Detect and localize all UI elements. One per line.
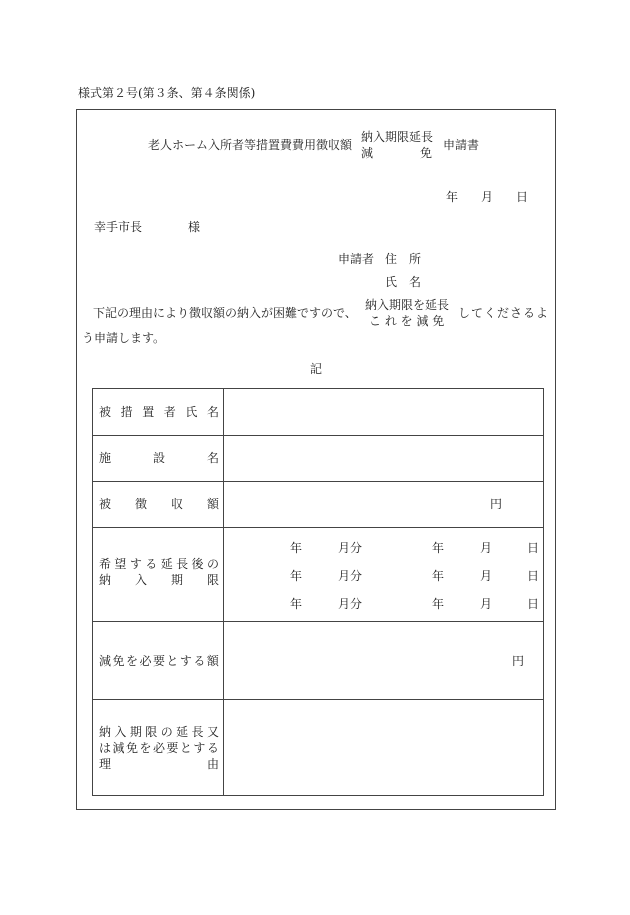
form-title: 老人ホーム入所者等措置費費用徴収額 [148, 138, 353, 152]
label-char: の [206, 557, 219, 571]
label-collection-amount [99, 497, 219, 511]
entry-deadline-day: 日 [527, 597, 540, 611]
label-char: 又 [206, 725, 219, 739]
row-divider [93, 699, 543, 700]
label-char: 入 [114, 725, 127, 739]
reduction-amount-unit: 円 [512, 654, 525, 668]
title-suffix: 申請書 [443, 138, 480, 152]
label-char: 必 [139, 654, 152, 668]
label-char: 収 [170, 497, 183, 511]
addressee-honorific: 様 [188, 220, 201, 234]
label-char: 要 [152, 654, 165, 668]
addressee-name: 幸手市長 [94, 220, 143, 234]
label-char: る [193, 654, 206, 668]
label-char: る [145, 557, 158, 571]
date-day: 日 [516, 190, 529, 204]
label-char: す [193, 741, 206, 755]
details-table [92, 388, 544, 796]
label-char: 長 [191, 725, 204, 739]
label-char: る [206, 741, 219, 755]
body-prefix: 下記の理由により徴収額の納入が困難ですので、 [93, 306, 357, 320]
label-char: 施 [99, 451, 112, 465]
label-char: 名 [206, 451, 219, 465]
body-line2: う申請します。 [82, 331, 166, 345]
label-char: 者 [163, 405, 176, 419]
label-char: 要 [166, 741, 179, 755]
label-reason-line3-right: 由 [207, 757, 220, 771]
label-char: 被 [99, 497, 112, 511]
label-reason-line2 [99, 741, 219, 755]
body-suffix: してくださるよ [458, 306, 550, 320]
label-char: 名 [206, 405, 219, 419]
entry-deadline-year: 年 [432, 569, 445, 583]
title-option-extension: 納入期限延長 [361, 130, 434, 144]
entry-month-portion: 月分 [338, 597, 363, 611]
entry-deadline-year: 年 [432, 597, 445, 611]
entry-year: 年 [290, 541, 303, 555]
collection-amount-unit: 円 [490, 497, 503, 511]
label-char: 後 [191, 557, 204, 571]
entry-year: 年 [290, 569, 303, 583]
label-char: 免 [125, 741, 138, 755]
entry-year: 年 [290, 597, 303, 611]
entry-month-portion: 月分 [338, 541, 363, 555]
entry-deadline-day: 日 [527, 569, 540, 583]
label-char: 額 [206, 497, 219, 511]
title-option-reduction-right: 免 [420, 146, 433, 160]
entry-month-portion: 月分 [338, 569, 363, 583]
date-month: 月 [481, 190, 494, 204]
entry-deadline-day: 日 [527, 541, 540, 555]
row-divider [93, 481, 543, 482]
label-char: の [160, 725, 173, 739]
label-char: す [179, 654, 192, 668]
label-char: 期 [129, 725, 142, 739]
label-char: 額 [206, 654, 219, 668]
label-char: 長 [176, 557, 189, 571]
label-char: す [129, 557, 142, 571]
row-divider [93, 527, 543, 528]
title-option-reduction-left: 減 [361, 146, 374, 160]
label-reduction-amount [99, 654, 219, 668]
applicant-name-label: 氏 名 [385, 275, 422, 289]
entry-deadline-month: 月 [480, 541, 493, 555]
label-char: 納 [99, 573, 112, 587]
label-char: と [179, 741, 192, 755]
label-char: 望 [114, 557, 127, 571]
label-char: 措 [120, 405, 133, 419]
label-facility-name [99, 451, 219, 465]
label-char: 期 [170, 573, 183, 587]
applicant-address-label: 住 所 [385, 252, 422, 266]
label-char: を [139, 741, 152, 755]
ki-heading: 記 [310, 362, 323, 376]
date-year: 年 [446, 190, 459, 204]
label-char: 希 [99, 557, 112, 571]
label-reason-line3-left: 理 [99, 757, 112, 771]
label-char: 減 [112, 741, 125, 755]
label-char: 延 [160, 557, 173, 571]
label-char: 納 [99, 725, 112, 739]
body-option-reduction: こ れ を 減 免 [369, 314, 445, 328]
entry-deadline-year: 年 [432, 541, 445, 555]
label-char: 延 [176, 725, 189, 739]
label-char: 設 [152, 451, 165, 465]
label-char: 入 [134, 573, 147, 587]
label-char: 減 [99, 654, 112, 668]
label-char: 免 [112, 654, 125, 668]
entry-deadline-month: 月 [480, 597, 493, 611]
label-char: 限 [206, 573, 219, 587]
label-reason-line1 [99, 725, 219, 739]
label-desired-deadline-line1 [99, 557, 219, 571]
label-char: 置 [142, 405, 155, 419]
applicant-label: 申請者 [338, 252, 375, 266]
label-char: と [166, 654, 179, 668]
label-char: 必 [152, 741, 165, 755]
entry-deadline-month: 月 [480, 569, 493, 583]
row-divider [93, 435, 543, 436]
label-char: 限 [145, 725, 158, 739]
body-option-extension: 納入期限を延長 [365, 298, 450, 312]
label-recipient-name [99, 405, 219, 419]
label-char: 徴 [134, 497, 147, 511]
label-char: を [125, 654, 138, 668]
label-char: 氏 [185, 405, 198, 419]
label-char: は [99, 741, 112, 755]
form-number: 様式第２号(第３条、第４条関係) [78, 86, 256, 100]
label-char: 被 [99, 405, 112, 419]
row-divider [93, 621, 543, 622]
column-divider [223, 389, 224, 795]
label-desired-deadline-line2 [99, 573, 219, 587]
